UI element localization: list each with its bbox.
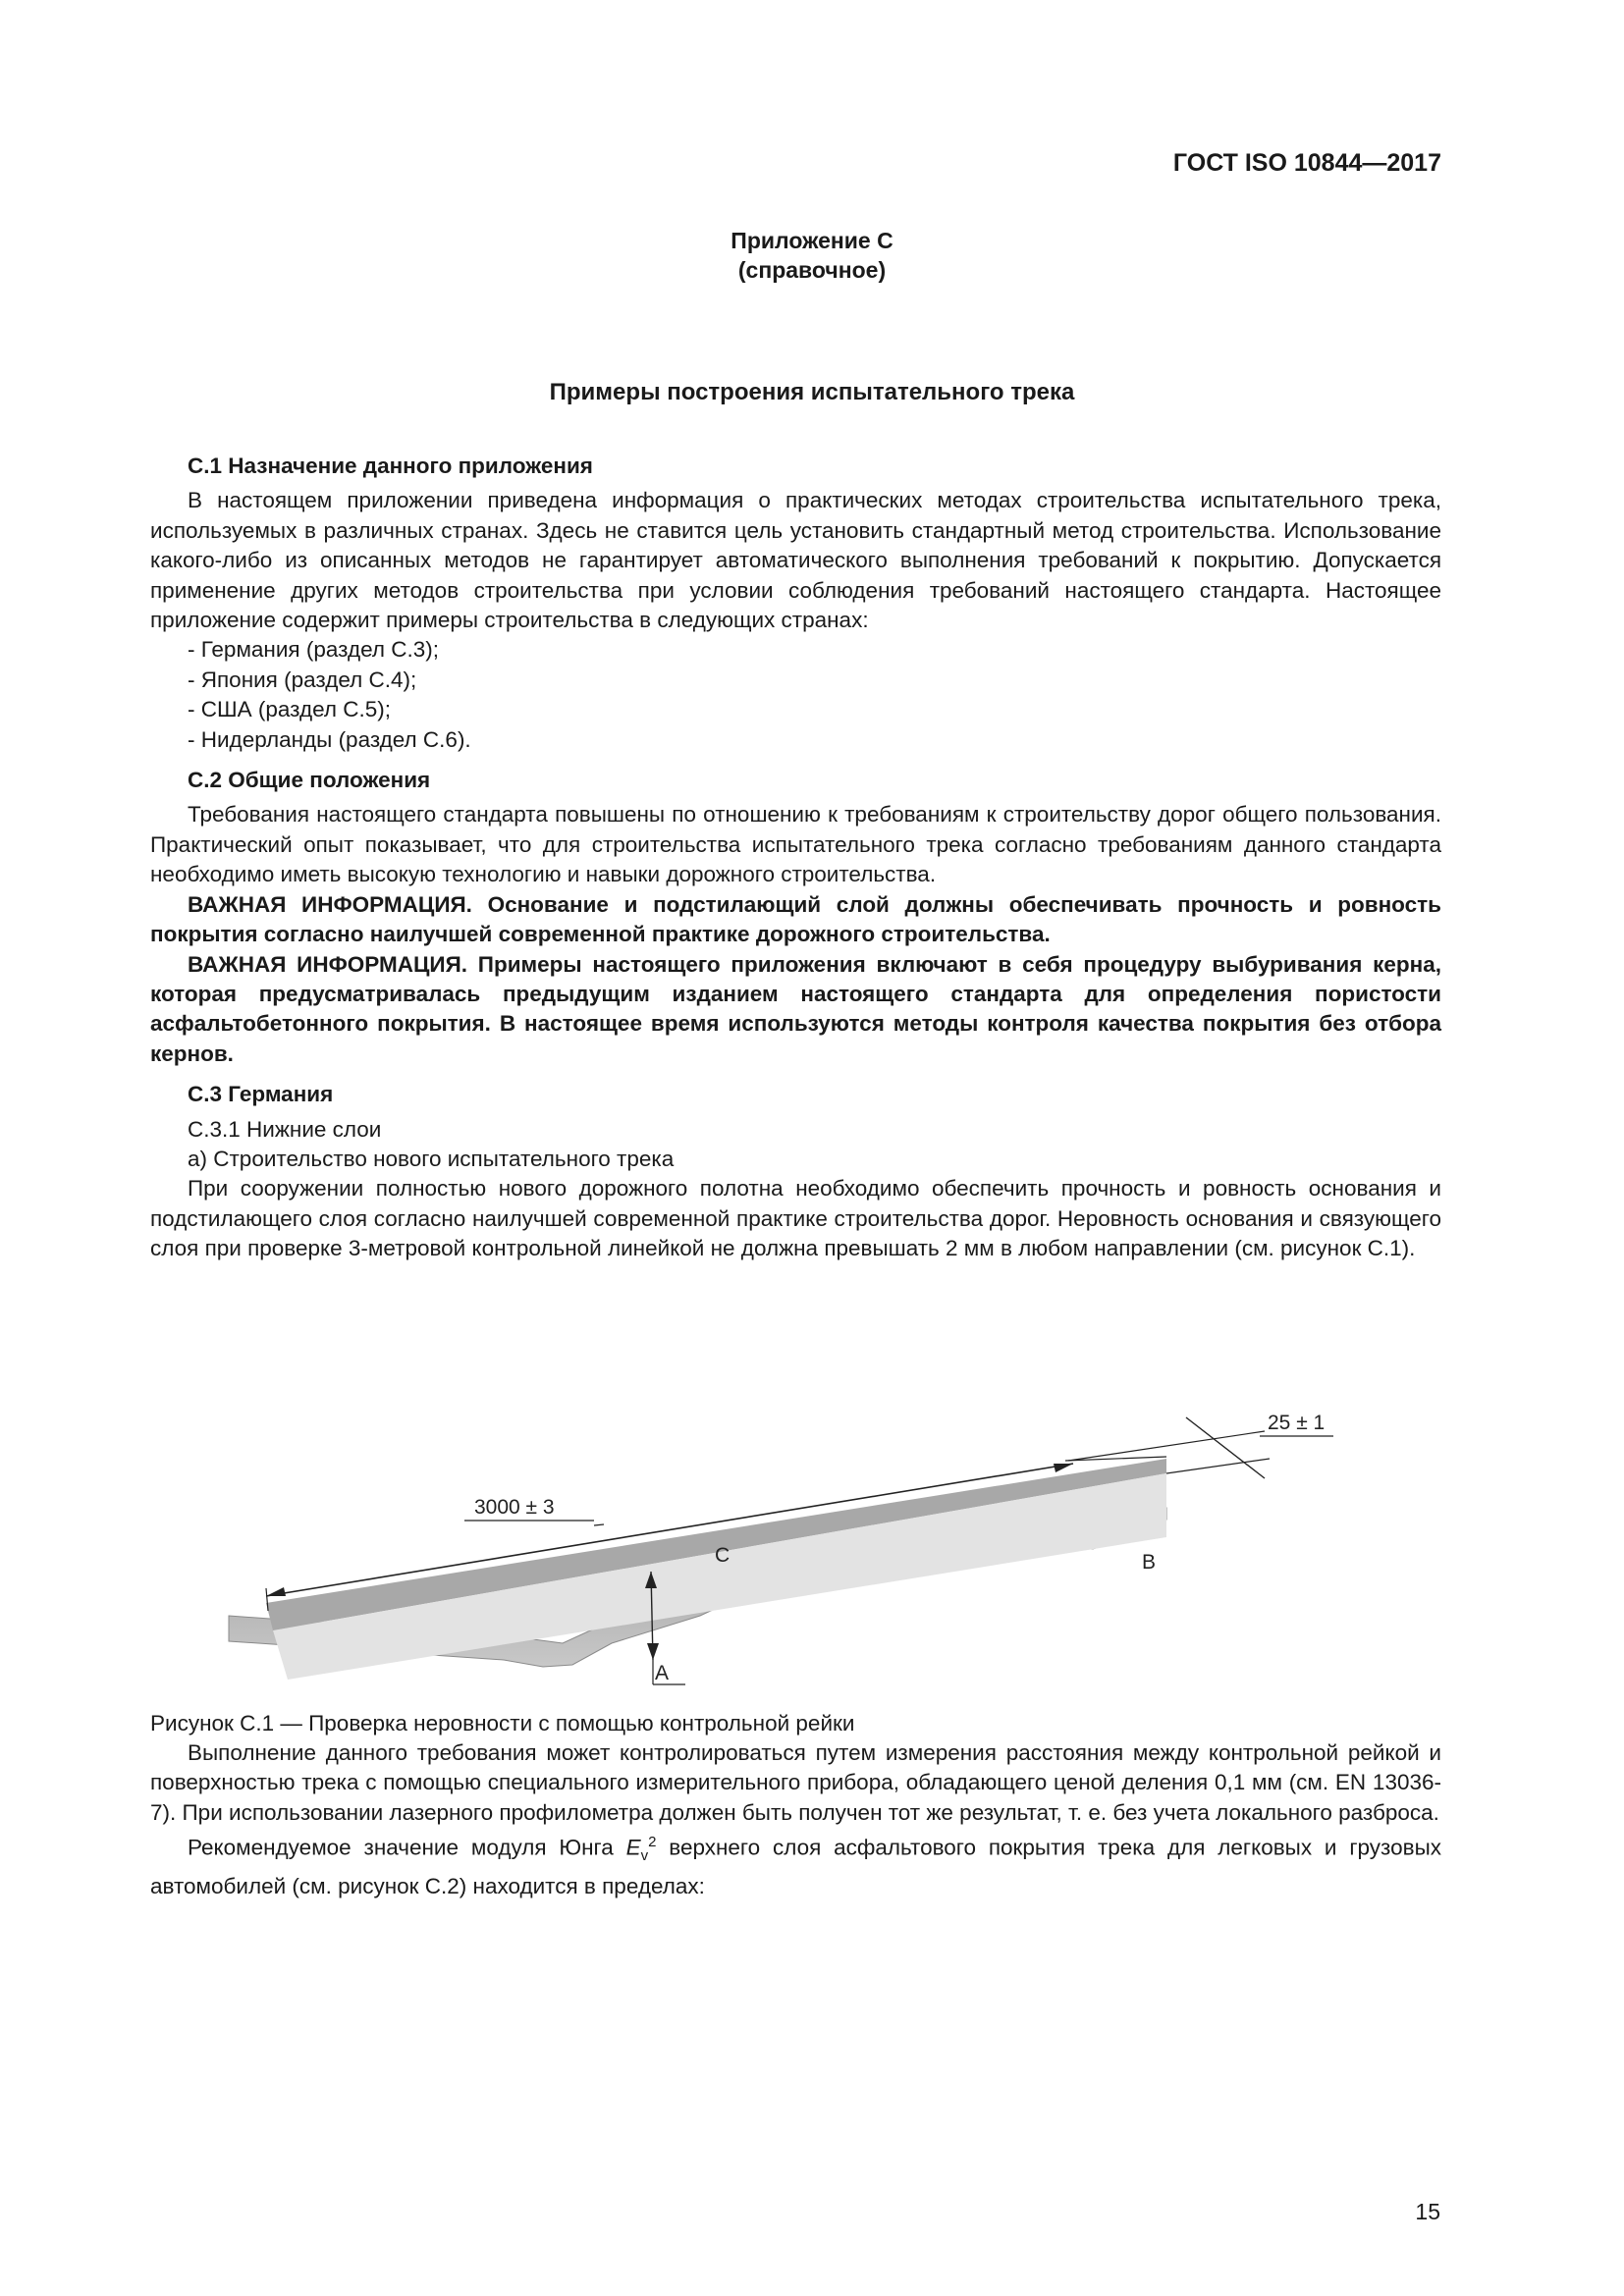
list-item: - Нидерланды (раздел С.6). bbox=[188, 726, 471, 752]
section-c3-heading: С.3 Германия bbox=[188, 1082, 334, 1107]
straightedge-front-face bbox=[273, 1473, 1166, 1680]
document-body bbox=[150, 452, 1441, 1901]
page-number: 15 bbox=[1415, 2199, 1440, 2224]
paragraph-text-start: Рекомендуемое значение модуля Юнга bbox=[188, 1835, 626, 1860]
section-c2-paragraph: Требования настоящего стандарта повышены по отношению к требованиям к строительству дорог общего пользования. Практический опыт показывает, что для строительства испытательного трека согласно требованиям данного стандарта необходимо иметь высокую технологию и навыки дорожного строительства. bbox=[150, 802, 1441, 887]
length-arrow-right bbox=[1054, 1464, 1073, 1472]
section-c1-heading: С.1 Назначение данного приложения bbox=[188, 454, 593, 478]
section-c1-paragraph: В настоящем приложении приведена информация о практических методах строительства испытательного трека, используемых в различных странах. Здесь не ставится цель установить стандартный метод строительства. Использование какого-либо из описанных методов не гарантирует автоматического выполнения требований к покрытию. Допускается применение других методов строительства при условии соблюдения требований настоящего стандарта. Настоящее приложение содержит примеры строительства в следующих странах: bbox=[150, 488, 1441, 633]
figure-c1 bbox=[150, 1272, 1441, 1709]
figure-caption: Рисунок С.1 — Проверка неровности с помощью контрольной рейки bbox=[150, 1710, 855, 1735]
subsection-a: а) Строительство нового испытательного трека bbox=[188, 1146, 675, 1171]
straightedge-diagram bbox=[150, 1272, 1441, 1709]
appendix-type: (справочное) bbox=[737, 257, 887, 283]
appendix-label: Приложение С bbox=[731, 228, 893, 253]
length-leader-line bbox=[594, 1524, 604, 1525]
gap-arrow-head-bottom bbox=[647, 1643, 659, 1660]
measurement-paragraph: Выполнение данного требования может контролироваться путем измерения расстояния между контрольной рейкой и поверхностью трека с помощью специального измерительного прибора, обладающего ценой деления 0,1 мм (см. EN 13036-7). При использовании лазерного профилометра должен быть получен тот же результат, т. е. без учета локального разброса. bbox=[150, 1739, 1441, 1825]
label-a: A bbox=[655, 1661, 670, 1684]
list-item: - США (раздел С.5); bbox=[188, 697, 391, 722]
subsection-c3-1: С.3.1 Нижние слои bbox=[188, 1116, 382, 1142]
youngs-modulus-paragraph bbox=[150, 1828, 1441, 1901]
page-title: Примеры построения испытательного трека bbox=[549, 379, 1075, 405]
width-extension-bottom bbox=[1166, 1459, 1270, 1473]
length-arrow-left bbox=[266, 1587, 286, 1596]
list-item: - Германия (раздел С.3); bbox=[188, 637, 439, 663]
section-c2-heading: С.2 Общие положения bbox=[188, 768, 431, 793]
width-dimension-label: 25 ± 1 bbox=[1268, 1411, 1326, 1434]
modulus-subscript: v bbox=[640, 1847, 649, 1865]
country-list bbox=[150, 635, 1441, 755]
list-item: - Япония (раздел С.4); bbox=[188, 667, 417, 692]
length-extension-left bbox=[266, 1588, 268, 1611]
label-c: C bbox=[715, 1543, 731, 1567]
document-code: ГОСТ ISO 10844—2017 bbox=[1172, 149, 1441, 177]
label-b: B bbox=[1142, 1550, 1157, 1574]
important-note-1: ВАЖНАЯ ИНФОРМАЦИЯ. Основание и подстилающий слой должны обеспечивать прочность и ровность покрытия согласно наилучшей современной практике дорожного строительства. bbox=[150, 891, 1441, 947]
appendix-heading bbox=[0, 226, 1624, 285]
important-note-2: ВАЖНАЯ ИНФОРМАЦИЯ. Примеры настоящего приложения включают в себя процедуру выбуривания керна, которая предусматривалась предыдущим изданием настоящего стандарта для определения пористости асфальтобетонного покрытия. В настоящее время используются методы контроля качества покрытия без отбора кернов. bbox=[150, 951, 1441, 1066]
modulus-symbol: E bbox=[625, 1835, 641, 1860]
paragraph-text-end: верхнего слоя асфальтового покрытия трека для легковых и грузовых автомобилей (см. рисунок С.2) находится в пределах: bbox=[150, 1835, 1441, 1898]
modulus-superscript: 2 bbox=[648, 1834, 657, 1851]
section-c3-paragraph: При сооружении полностью нового дорожного полотна необходимо обеспечить прочность и ровность основания и подстилающего слоя согласно наилучшей современной практике строительства дорог. Неровность основания и связующего слоя при проверке 3-метровой контрольной линейкой не должна превышать 2 мм в любом направлении (см. рисунок С.1). bbox=[150, 1176, 1441, 1261]
length-dimension-label: 3000 ± 3 bbox=[474, 1495, 555, 1519]
